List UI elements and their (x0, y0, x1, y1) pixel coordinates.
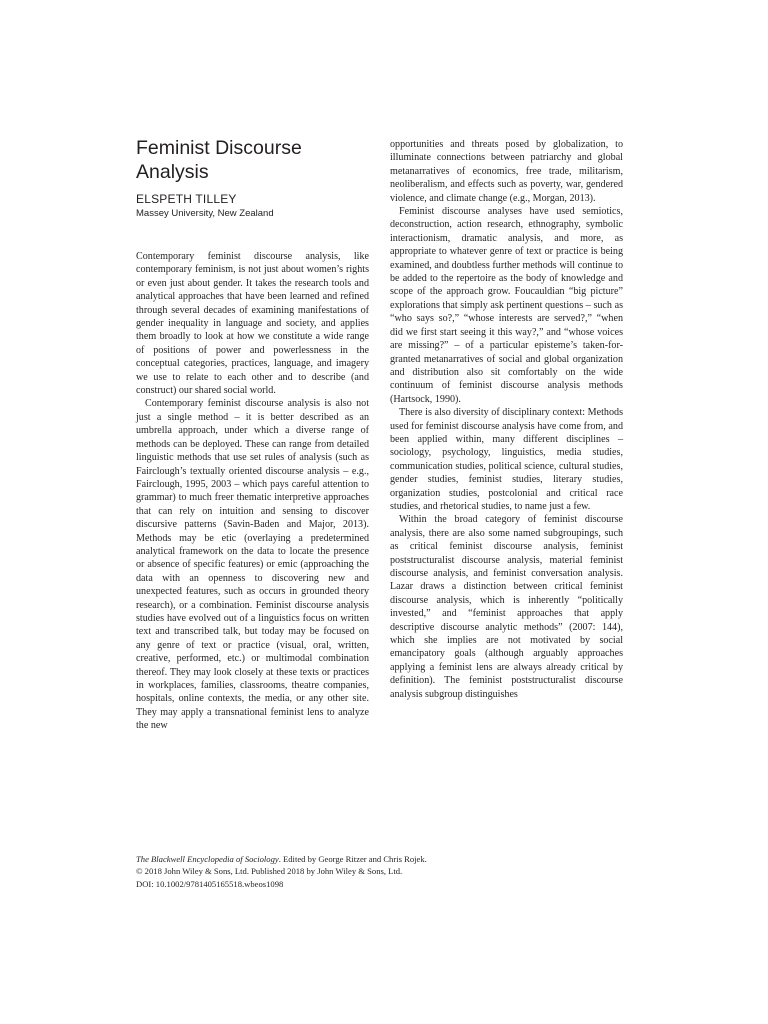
doi-line: DOI: 10.1002/9781405165518.wbeos1098 (136, 878, 284, 889)
paragraph: opportunities and threats posed by globalization, to illuminate connections between patriarchy and global metanarratives of economics, free trade, militarism, neoliberalism, and effects such as poverty, war, gendered violence, and climate change (e.g., Morgan, 2013). (390, 139, 623, 204)
paragraph: Feminist discourse analyses have used semiotics, deconstruction, action research, ethnography, symbolic interactionism, dramatic analysis, and more, as appropriate to whatever genre of text or practice is being examined, and doubtless further methods will continue to be added to the repertoire as the body of knowledge and scope of the approach grow. Foucauldian “big picture” explorations that simply ask pertinent questions – such as “who says so?,” “whose interests are served?,” “when did we first start seeing it this way?,” and “whose voices are missing?” – of a particular episteme’s taken-for-granted metanarratives of social and global organization and distribution also sit comfortably on the wide continuum of feminist discourse analysis methods (Hartsock, 1990). (390, 206, 623, 405)
author-affiliation: Massey University, New Zealand (136, 208, 274, 219)
paragraph: Contemporary feminist discourse analysis, like contemporary feminism, is not just about women’s rights or even just about gender. It takes the research tools and analytical approaches that have been learned and refined through several decades of examining manifestations of gender inequality in language and society, and applies them broadly to look at how we constitute a wide range of positions of power and powerlessness in the conceptual categories, practices, language, and imagery we use to relate to each other and to describe (and construct) our shared social world. (136, 251, 369, 397)
citation-footer (136, 853, 616, 890)
editors-text: . Edited by George Ritzer and Chris Rojek. (278, 854, 427, 864)
author-name: ELSPETH TILLEY (136, 192, 237, 206)
article-title: Feminist Discourse Analysis (136, 137, 302, 183)
citation-line (136, 853, 616, 865)
left-column (136, 250, 369, 733)
copyright-line: © 2018 John Wiley & Sons, Ltd. Published 2018 by John Wiley & Sons, Ltd. (136, 866, 403, 877)
paragraph: There is also diversity of disciplinary context: Methods used for feminist discourse analysis have come from, and been applied within, many different disciplines – sociology, psychology, linguistics, media studies, communication studies, political science, cultural studies, gender studies, feminist studies, literary studies, organization studies, postcolonial and critical race studies, and rhetorical studies, to name just a few. (390, 407, 623, 512)
encyclopedia-title: The Blackwell Encyclopedia of Sociology (136, 854, 279, 864)
paragraph: Within the broad category of feminist discourse analysis, there are also some named subgroupings, such as critical feminist discourse analysis, feminist poststructuralist discourse analysis, material feminist discourse analysis, and feminist conversation analysis. Lazar draws a distinction between critical feminist discourse analysis, which is inherently “politically invested,” and “feminist approaches that apply descriptive discourse analytic methods” (2007: 144), which she implies are not motivated by social emancipatory goals (although arguably approaches applying a feminist lens are always already critical by definition). The feminist poststructuralist discourse analysis subgroup distinguishes (390, 514, 623, 700)
right-column (390, 138, 623, 701)
paragraph: Contemporary feminist discourse analysis is also not just a single method – it is better described as an umbrella approach, under which a diverse range of methods can be deployed. These can range from detailed linguistic methods that use set rules of analysis (such as Fairclough’s textually oriented discourse analysis – e.g., Fairclough, 1995, 2003 – which pays careful attention to grammar) to much freer thematic interpretive approaches that can rely on intuition and sensing to discover discursive patterns (Savin-Baden and Major, 2013). Methods may be etic (overlaying a predetermined analytical framework on the data to locate the presence or absence of specific features) or emic (approaching the data with an openness to discovering new and unexpected features, such as occurs in grounded theory research), or a combination. Feminist discourse analysis studies have evolved out of a linguistics focus on written text and transcribed talk, but today may be focused on any genre of text or practice (visual, oral, written, creative, performed, etc.) or multimodal combination thereof. They may look closely at these texts or practices in workplaces, families, classrooms, theatre companies, hospitals, online contexts, the media, or any other site. They may apply a transnational feminist lens to analyze the new (136, 398, 369, 732)
